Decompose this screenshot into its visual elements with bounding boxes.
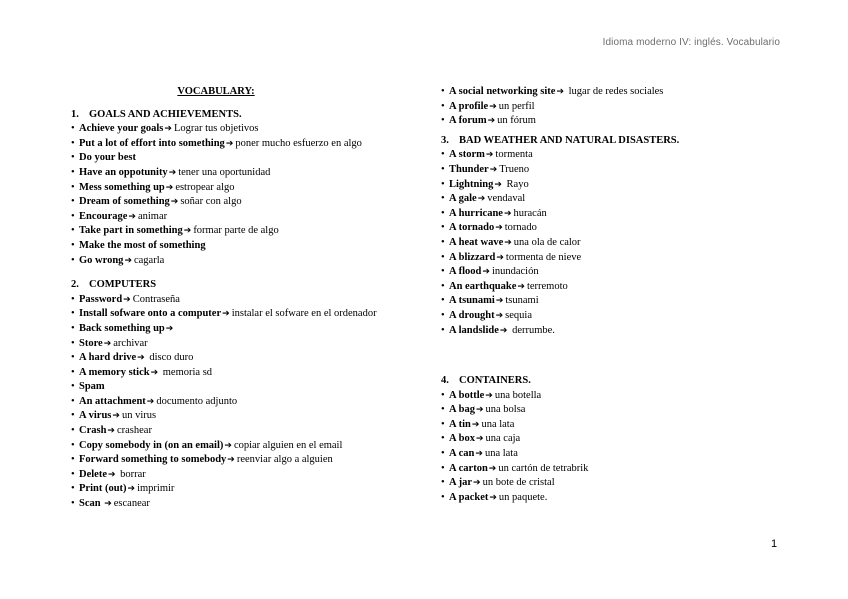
vocab-term: Spam	[79, 381, 105, 393]
bullet-icon: •	[441, 266, 445, 278]
vocab-term: Password	[79, 293, 123, 305]
vocab-term: A flood	[449, 266, 482, 278]
vocab-term: An earthquake	[449, 280, 517, 292]
vocab-item	[441, 207, 781, 222]
vocab-translation: un cartón de tetrabrik	[498, 462, 589, 474]
vocab-term: Crash	[79, 425, 107, 437]
vocab-item	[441, 324, 781, 339]
vocab-item	[441, 447, 781, 462]
bullet-icon: •	[71, 337, 75, 349]
arrow-icon: ➔	[504, 237, 512, 248]
arrow-icon: ➔	[227, 455, 235, 466]
arrow-icon: ➔	[503, 208, 512, 219]
vocab-translation: un paquete.	[498, 491, 548, 503]
bullet-icon: •	[441, 295, 445, 307]
vocab-term: Mess something up	[79, 181, 165, 193]
bullet-icon: •	[71, 123, 75, 135]
vocab-term: A profile	[449, 100, 489, 112]
vocab-translation: cagarla	[133, 254, 165, 266]
vocab-translation: tener una oportunidad	[178, 166, 271, 178]
bullet-icon: •	[71, 293, 75, 305]
vocab-translation: huracán	[513, 207, 547, 219]
arrow-icon: ➔	[137, 353, 145, 364]
vocab-term: A packet	[449, 491, 489, 503]
bullet-icon: •	[71, 239, 75, 251]
vocab-item	[71, 224, 421, 239]
vocab-translation: crashear	[116, 425, 152, 437]
vocab-item	[71, 210, 421, 225]
vocab-term: A virus	[79, 410, 112, 422]
vocab-translation: escanear	[113, 498, 150, 510]
arrow-icon: ➔	[127, 484, 136, 495]
vocab-item	[71, 409, 421, 424]
vocab-translation: Contraseña	[132, 293, 180, 305]
arrow-icon: ➔	[489, 164, 498, 175]
arrow-icon: ➔	[170, 197, 179, 208]
vocab-term: A can	[449, 448, 475, 460]
arrow-icon: ➔	[485, 390, 493, 401]
bullet-icon: •	[71, 322, 75, 334]
vocab-term: A tin	[449, 418, 471, 430]
vocab-term: Take part in something	[79, 225, 183, 237]
vocab-translation: formar parte de algo	[193, 225, 279, 237]
vocab-item	[441, 294, 781, 309]
vocab-list	[441, 148, 781, 338]
vocab-translation: Trueno	[499, 163, 530, 175]
vocab-translation: Lograr tus objetivos	[173, 123, 259, 135]
vocab-term: Lightning	[449, 178, 494, 190]
bullet-icon: •	[441, 236, 445, 248]
bullet-icon: •	[441, 251, 445, 263]
vocab-term: A landslide	[449, 324, 499, 336]
vocab-item	[71, 151, 421, 166]
vocab-item	[71, 166, 421, 181]
vocab-translation: una ola de calor	[513, 236, 581, 248]
vocab-item	[71, 395, 421, 410]
bullet-icon: •	[71, 454, 75, 466]
vocab-item	[441, 309, 781, 324]
vocab-term: Delete	[79, 468, 107, 480]
vocab-item	[71, 181, 421, 196]
vocab-translation: reenviar algo a alguien	[236, 454, 333, 466]
vocab-term: Encourage	[79, 210, 128, 222]
vocab-term: Back something up	[79, 322, 165, 334]
arrow-icon: ➔	[165, 182, 174, 193]
arrow-icon: ➔	[146, 396, 155, 407]
vocab-item	[441, 251, 781, 266]
vocab-item	[441, 85, 781, 100]
vocab-item	[441, 491, 781, 506]
vocab-item	[441, 462, 781, 477]
vocab-item	[441, 148, 781, 163]
vocab-translation: Rayo	[503, 178, 529, 190]
vocab-translation: un fórum	[497, 115, 536, 127]
bullet-icon: •	[71, 196, 75, 208]
bullet-icon: •	[441, 404, 445, 416]
vocab-translation: una bolsa	[485, 404, 526, 416]
bullet-icon: •	[71, 308, 75, 320]
arrow-icon: ➔	[103, 338, 112, 349]
vocab-term: Scan	[79, 498, 104, 510]
vocab-term: A jar	[449, 477, 473, 489]
vocab-item	[441, 389, 781, 404]
vocab-item	[71, 497, 421, 512]
vocab-translation: tormenta de nieve	[505, 251, 582, 263]
vocab-item	[71, 293, 421, 308]
vocab-translation: una lata	[484, 448, 518, 460]
arrow-icon: ➔	[225, 138, 234, 149]
section-title: BAD WEATHER AND NATURAL DISASTERS.	[459, 134, 680, 146]
bullet-icon: •	[71, 166, 75, 178]
vocab-translation: instalar el sofware en el ordenador	[231, 308, 377, 320]
bullet-icon: •	[441, 178, 445, 190]
vocab-translation: estropear algo	[175, 181, 235, 193]
bullet-icon: •	[71, 137, 75, 149]
arrow-icon: ➔	[495, 223, 503, 234]
bullet-icon: •	[71, 352, 75, 364]
section-title: COMPUTERS	[89, 279, 157, 291]
arrow-icon: ➔	[485, 150, 494, 161]
vocab-item	[441, 178, 781, 193]
arrow-icon: ➔	[124, 255, 132, 266]
vocab-item	[441, 236, 781, 251]
bullet-icon: •	[441, 433, 445, 445]
arrow-icon: ➔	[475, 449, 483, 460]
bullet-icon: •	[441, 309, 445, 321]
bullet-icon: •	[441, 115, 445, 127]
arrow-icon: ➔	[482, 267, 490, 278]
vocab-translation: imprimir	[137, 483, 175, 495]
vocab-translation: archivar	[113, 337, 148, 349]
bullet-icon: •	[71, 152, 75, 164]
bullet-icon: •	[71, 225, 75, 237]
vocab-list	[441, 85, 781, 129]
arrow-icon: ➔	[150, 367, 159, 378]
vocab-translation: tornado	[504, 222, 537, 234]
vocab-item	[441, 163, 781, 178]
arrow-icon: ➔	[222, 309, 230, 320]
arrow-icon: ➔	[107, 469, 116, 480]
arrow-icon: ➔	[489, 101, 497, 112]
vocab-translation: documento adjunto	[156, 395, 238, 407]
arrow-icon: ➔	[165, 323, 174, 334]
vocab-translation: poner mucho esfuerzo en algo	[235, 137, 362, 149]
bullet-icon: •	[441, 149, 445, 161]
vocab-item	[71, 468, 421, 483]
vocab-translation: derrumbe.	[509, 324, 555, 336]
vocab-translation: un perfil	[498, 100, 535, 112]
arrow-icon: ➔	[104, 499, 112, 510]
bullet-icon: •	[441, 462, 445, 474]
section-heading	[441, 374, 781, 389]
section-title: CONTAINERS.	[459, 375, 531, 387]
arrow-icon: ➔	[499, 325, 508, 336]
vocab-term: A hard drive	[79, 352, 137, 364]
vocab-translation: una botella	[494, 389, 542, 401]
bullet-icon: •	[441, 389, 445, 401]
bullet-icon: •	[441, 280, 445, 292]
vocab-list	[441, 389, 781, 506]
bullet-icon: •	[441, 477, 445, 489]
arrow-icon: ➔	[128, 211, 136, 222]
vocab-item	[71, 424, 421, 439]
section-heading	[71, 108, 421, 123]
section-number: 4.	[441, 375, 449, 387]
vocab-term: A heat wave	[449, 236, 504, 248]
vocab-term: A hurricane	[449, 207, 503, 219]
vocab-item	[71, 137, 421, 152]
vocab-translation: terremoto	[526, 280, 568, 292]
arrow-icon: ➔	[471, 419, 480, 430]
vocab-item	[71, 307, 421, 322]
vocab-item	[441, 221, 781, 236]
right-column	[441, 85, 781, 505]
vocab-translation: un bote de cristal	[482, 477, 555, 489]
vocab-translation: sequia	[505, 309, 532, 321]
arrow-icon: ➔	[556, 87, 565, 97]
document-title: VOCABULARY:	[177, 86, 255, 97]
arrow-icon: ➔	[488, 463, 497, 474]
page-header: Idioma moderno IV: inglés. Vocabulario	[602, 37, 780, 48]
section-number: 2.	[71, 279, 79, 291]
vocab-item	[441, 114, 781, 129]
arrow-icon: ➔	[183, 226, 192, 237]
vocab-translation: borrar	[117, 468, 146, 480]
arrow-icon: ➔	[123, 294, 131, 305]
vocab-translation: inundación	[491, 266, 539, 278]
bullet-icon: •	[71, 498, 75, 510]
vocab-term: An attachment	[79, 395, 146, 407]
arrow-icon: ➔	[164, 124, 172, 135]
section-heading	[71, 278, 421, 293]
arrow-icon: ➔	[475, 405, 484, 416]
vocab-item	[71, 195, 421, 210]
vocab-item	[71, 122, 421, 137]
vocab-term: A social networking site	[449, 86, 556, 97]
vocab-term: A tsunami	[449, 295, 495, 307]
vocab-item	[441, 100, 781, 115]
vocab-term: Put a lot of effort into something	[79, 137, 225, 149]
arrow-icon: ➔	[224, 440, 232, 451]
vocab-item	[441, 418, 781, 433]
vocab-translation: un virus	[121, 410, 157, 422]
section-heading	[441, 134, 781, 149]
arrow-icon: ➔	[495, 296, 504, 307]
vocab-item	[71, 380, 421, 395]
vocab-item	[441, 280, 781, 295]
bullet-icon: •	[441, 207, 445, 219]
bullet-icon: •	[71, 483, 75, 495]
vocab-translation: soñar con algo	[180, 196, 242, 208]
arrow-icon: ➔	[168, 167, 177, 178]
vocab-term: Store	[79, 337, 103, 349]
vocab-term: Forward something to somebody	[79, 454, 227, 466]
vocab-translation: tormenta	[495, 149, 533, 161]
bullet-icon: •	[441, 418, 445, 430]
vocab-translation: lugar de redes sociales	[566, 86, 664, 97]
bullet-icon: •	[441, 100, 445, 112]
arrow-icon: ➔	[473, 478, 481, 489]
vocab-translation: memoria sd	[160, 366, 213, 378]
vocab-term: A forum	[449, 115, 487, 127]
arrow-icon: ➔	[517, 281, 525, 292]
vocab-item	[71, 351, 421, 366]
vocab-item	[71, 239, 421, 254]
vocab-term: A gale	[449, 193, 477, 205]
bullet-icon: •	[441, 86, 445, 97]
arrow-icon: ➔	[489, 492, 497, 503]
bullet-icon: •	[71, 381, 75, 393]
bullet-icon: •	[441, 491, 445, 503]
vocab-item	[71, 453, 421, 468]
bullet-icon: •	[441, 163, 445, 175]
vocab-translation: tsunami	[505, 295, 539, 307]
vocab-term: Have an oppotunity	[79, 166, 168, 178]
bullet-icon: •	[441, 448, 445, 460]
vocab-translation: una lata	[481, 418, 515, 430]
vocab-term: Do your best	[79, 152, 136, 164]
arrow-icon: ➔	[107, 426, 115, 437]
vocab-item	[71, 254, 421, 269]
vocab-translation: una caja	[485, 433, 521, 445]
vocab-list	[71, 293, 421, 512]
vocab-item	[441, 476, 781, 491]
vocab-item	[71, 337, 421, 352]
vocab-item	[441, 403, 781, 418]
bullet-icon: •	[441, 193, 445, 205]
vocab-term: Thunder	[449, 163, 489, 175]
bullet-icon: •	[441, 222, 445, 234]
bullet-icon: •	[71, 254, 75, 266]
vocab-term: A box	[449, 433, 475, 445]
bullet-icon: •	[71, 181, 75, 193]
arrow-icon: ➔	[495, 310, 504, 321]
bullet-icon: •	[441, 324, 445, 336]
arrow-icon: ➔	[112, 411, 120, 422]
vocab-term: A carton	[449, 462, 488, 474]
vocab-term: Install sofware onto a computer	[79, 308, 222, 320]
bullet-icon: •	[71, 410, 75, 422]
vocab-term: A bottle	[449, 389, 485, 401]
vocab-item	[441, 192, 781, 207]
vocab-item	[71, 322, 421, 337]
vocab-list	[71, 122, 421, 268]
bullet-icon: •	[71, 210, 75, 222]
vocab-term: A blizzard	[449, 251, 496, 263]
vocab-translation: disco duro	[146, 352, 194, 364]
vocab-term: A storm	[449, 149, 485, 161]
vocab-term: Print (out)	[79, 483, 127, 495]
vocab-term: A memory stick	[79, 366, 150, 378]
vocab-translation: vendaval	[487, 193, 526, 205]
vocab-item	[441, 265, 781, 280]
vocab-term: A tornado	[449, 222, 495, 234]
bullet-icon: •	[71, 425, 75, 437]
bullet-icon: •	[71, 439, 75, 451]
page-number: 1	[771, 538, 778, 550]
arrow-icon: ➔	[487, 116, 496, 127]
vocab-item	[71, 482, 421, 497]
arrow-icon: ➔	[475, 434, 484, 445]
vocab-term: Make the most of something	[79, 239, 206, 251]
section-number: 3.	[441, 134, 449, 146]
arrow-icon: ➔	[496, 252, 504, 263]
section-number: 1.	[71, 108, 79, 120]
vocab-translation: animar	[137, 210, 168, 222]
vocab-item	[441, 432, 781, 447]
left-column	[71, 85, 421, 512]
vocab-item	[71, 366, 421, 381]
vocab-item	[71, 439, 421, 454]
vocab-term: Go wrong	[79, 254, 124, 266]
arrow-icon: ➔	[477, 194, 486, 205]
bullet-icon: •	[71, 395, 75, 407]
bullet-icon: •	[71, 366, 75, 378]
section-title: GOALS AND ACHIEVEMENTS.	[89, 108, 242, 120]
vocab-translation: copiar alguien en el email	[233, 439, 343, 451]
vocab-term: A drought	[449, 309, 495, 321]
vocab-term: Copy somebody in (on an email)	[79, 439, 224, 451]
arrow-icon: ➔	[494, 179, 502, 190]
vocab-term: Achieve your goals	[79, 123, 164, 135]
bullet-icon: •	[71, 468, 75, 480]
vocab-term: Dream of something	[79, 196, 170, 208]
vocab-term: A bag	[449, 404, 475, 416]
